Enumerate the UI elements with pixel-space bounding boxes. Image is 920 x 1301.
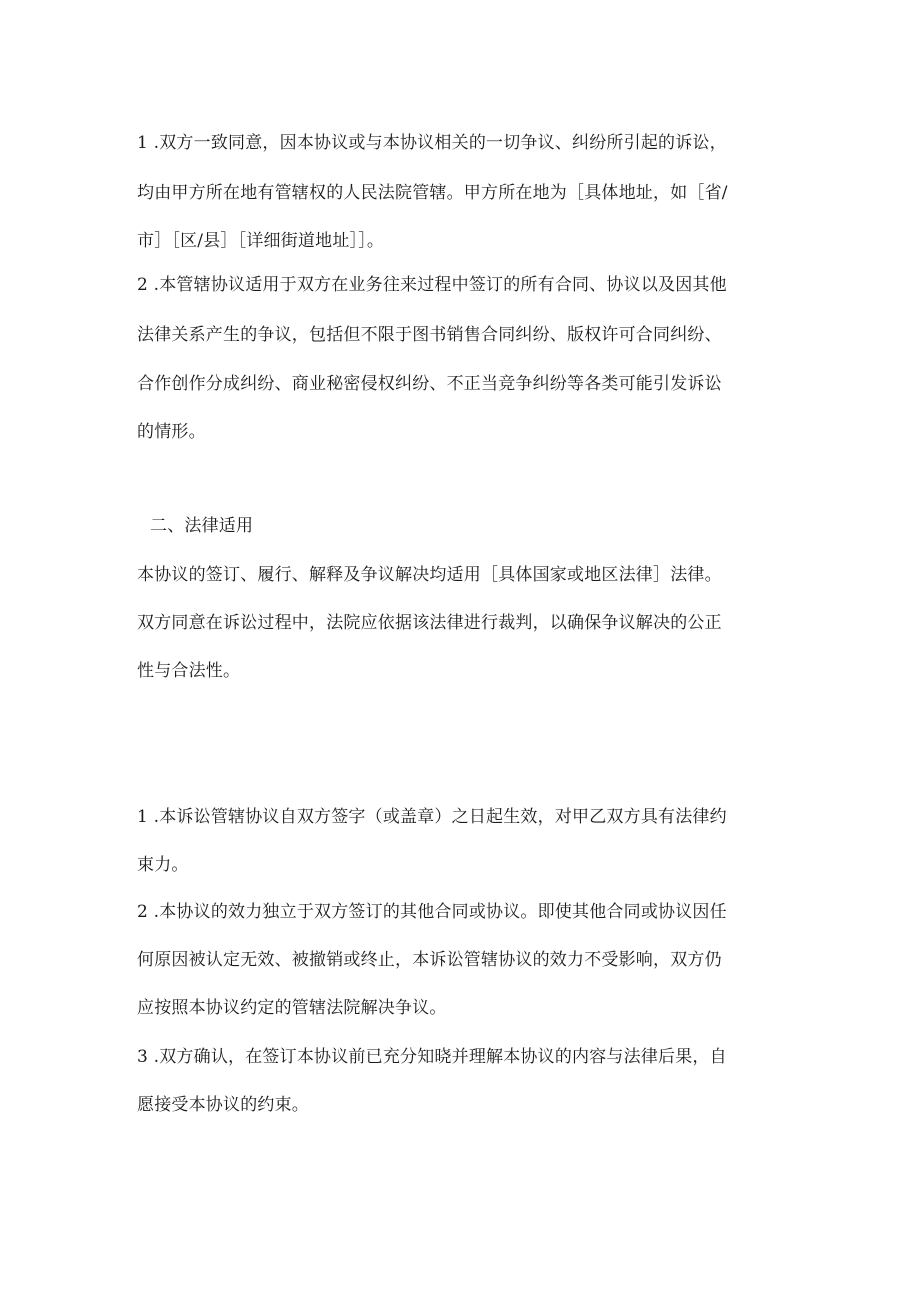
effectiveness-clause-2-line-2: 何原因被认定无效、被撤销或终止，本诉讼管辖协议的效力不受影响，双方仍 [137, 950, 722, 970]
applicable-law-line-1: 本协议的签订、履行、解释及争议解决均适用［具体国家或地区法律］法律。 [137, 565, 722, 585]
jurisdiction-clause-1-line-2: 均由甲方所在地有管辖权的人民法院管辖。甲方所在地为［具体地址，如［省/ [137, 183, 728, 203]
jurisdiction-clause-2-line-2: 法律关系产生的争议，包括但不限于图书销售合同纠纷、版权许可合同纠纷、 [137, 325, 722, 345]
effectiveness-clause-2-line-3: 应按照本协议约定的管辖法院解决争议。 [137, 998, 447, 1018]
applicable-law-line-2: 双方同意在诉讼过程中，法院应依据该法律进行裁判，以确保争议解决的公正 [137, 613, 722, 633]
effectiveness-clause-3-line-1: 3 .双方确认，在签订本协议前已充分知晓并理解本协议的内容与法律后果，自 [137, 1047, 727, 1067]
jurisdiction-clause-2-line-4: 的情形。 [137, 422, 206, 442]
applicable-law-line-3: 性与合法性。 [137, 661, 241, 681]
jurisdiction-clause-1-line-3: 市］［区/县］［详细街道地址］］。 [137, 231, 385, 251]
jurisdiction-clause-1-line-1: 1 .双方一致同意，因本协议或与本协议相关的一切争议、纠纷所引起的诉讼， [137, 133, 727, 153]
effectiveness-clause-1-line-2: 束力。 [137, 855, 189, 875]
effectiveness-clause-3-line-2: 愿接受本协议的约束。 [137, 1095, 309, 1115]
effectiveness-clause-1-line-1: 1 .本诉讼管辖协议自双方签字（或盖章）之日起生效，对甲乙双方具有法律约 [137, 807, 727, 827]
jurisdiction-clause-2-line-1: 2 .本管辖协议适用于双方在业务往来过程中签订的所有合同、协议以及因其他 [137, 275, 727, 295]
jurisdiction-clause-2-line-3: 合作创作分成纠纷、商业秘密侵权纠纷、不正当竞争纠纷等各类可能引发诉讼 [137, 374, 722, 394]
section-heading-applicable-law: 二、法律适用 [150, 516, 254, 536]
effectiveness-clause-2-line-1: 2 .本协议的效力独立于双方签订的其他合同或协议。即使其他合同或协议因任 [137, 902, 727, 922]
